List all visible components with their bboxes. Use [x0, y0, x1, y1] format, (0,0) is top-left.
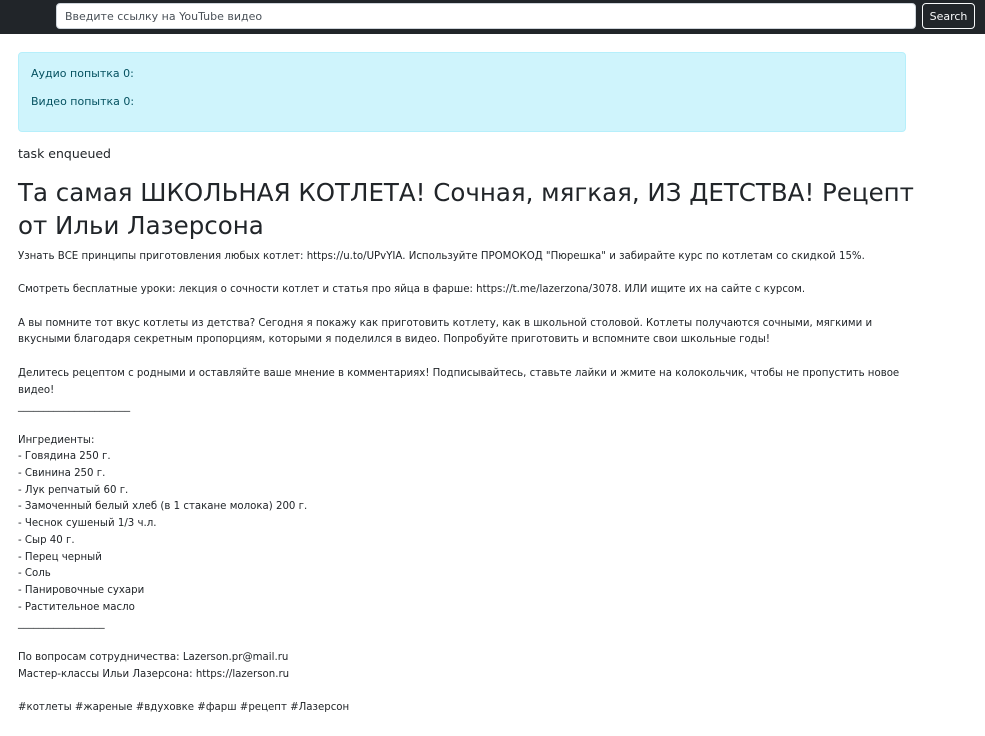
description-line: А вы помните тот вкус котлеты из детства? Сегодня я покажу как приготовить котлету, как в школьной столовой. Котлеты получаются сочными, мягкими и: [18, 317, 873, 329]
audio-attempt-text: Аудио попытка 0:: [31, 67, 134, 80]
search-button[interactable]: Search: [922, 3, 975, 29]
description-line: #котлеты #жареные #вдуховке #фарш #рецепт #Лазерсон: [18, 701, 350, 713]
description-line: [18, 683, 898, 700]
description-line: - Лук репчатый 60 г.: [18, 484, 129, 496]
task-status-text: task enqueued: [18, 146, 111, 161]
description-line: [18, 349, 898, 366]
description-line: - Перец черный: [18, 551, 102, 563]
description-line: - Растительное масло: [18, 601, 135, 613]
description-line: Ингредиенты:: [18, 434, 95, 446]
description-line: ______________________: [18, 401, 131, 413]
description-line: Делитесь рецептом с родными и оставляйте ваше мнение в комментариях! Подписывайтесь, ставьте лайки и жмите на колокольчик, чтобы не пропустить новое: [18, 367, 900, 379]
description-line: [18, 416, 898, 433]
description-line: По вопросам сотрудничества: Lazerson.pr@mail.ru: [18, 651, 289, 663]
description-line: _________________: [18, 618, 105, 630]
youtube-url-input[interactable]: [56, 3, 916, 29]
description-line: вкусными благодаря секретным пропорциям, которыми я поделился в видео. Попробуйте приготовить и вспомните свои школьные годы!: [18, 334, 770, 346]
video-title: Та самая ШКОЛЬНАЯ КОТЛЕТА! Сочная, мягкая, ИЗ ДЕТСТВА! Рецепт от Ильи Лазерсона: [18, 178, 914, 240]
video-description: [18, 249, 898, 717]
description-line: Мастер-классы Ильи Лазерсона: https://lazerson.ru: [18, 668, 290, 680]
description-line: [18, 633, 898, 650]
description-line: - Чеснок сушеный 1/3 ч.л.: [18, 518, 157, 530]
description-line: Узнать ВСЕ принципы приготовления любых котлет: https://u.to/UPvYIA. Используйте ПРОМОКОД "Пюрешка" и забирайте курс по котлетам со скидкой 15%.: [18, 251, 865, 262]
download-status-alert: [18, 52, 906, 132]
video-attempt-text: Видео попытка 0:: [31, 95, 135, 108]
description-line: - Соль: [18, 568, 51, 580]
description-line: видео!: [18, 384, 55, 396]
description-line: - Свинина 250 г.: [18, 468, 106, 480]
description-line: - Говядина 250 г.: [18, 451, 111, 463]
description-line: - Замоченный белый хлеб (в 1 стакане молока) 200 г.: [18, 501, 308, 513]
description-line: - Сыр 40 г.: [18, 534, 75, 546]
description-line: Смотреть бесплатные уроки: лекция о сочности котлет и статья про яйца в фарше: https://t.me/lazerzona/3078. ИЛИ ищите их на сайте с курсом.: [18, 284, 806, 296]
description-line: - Панировочные сухари: [18, 585, 145, 596]
description-line: [18, 299, 898, 316]
description-line: [18, 266, 898, 283]
top-navbar: [0, 0, 985, 34]
